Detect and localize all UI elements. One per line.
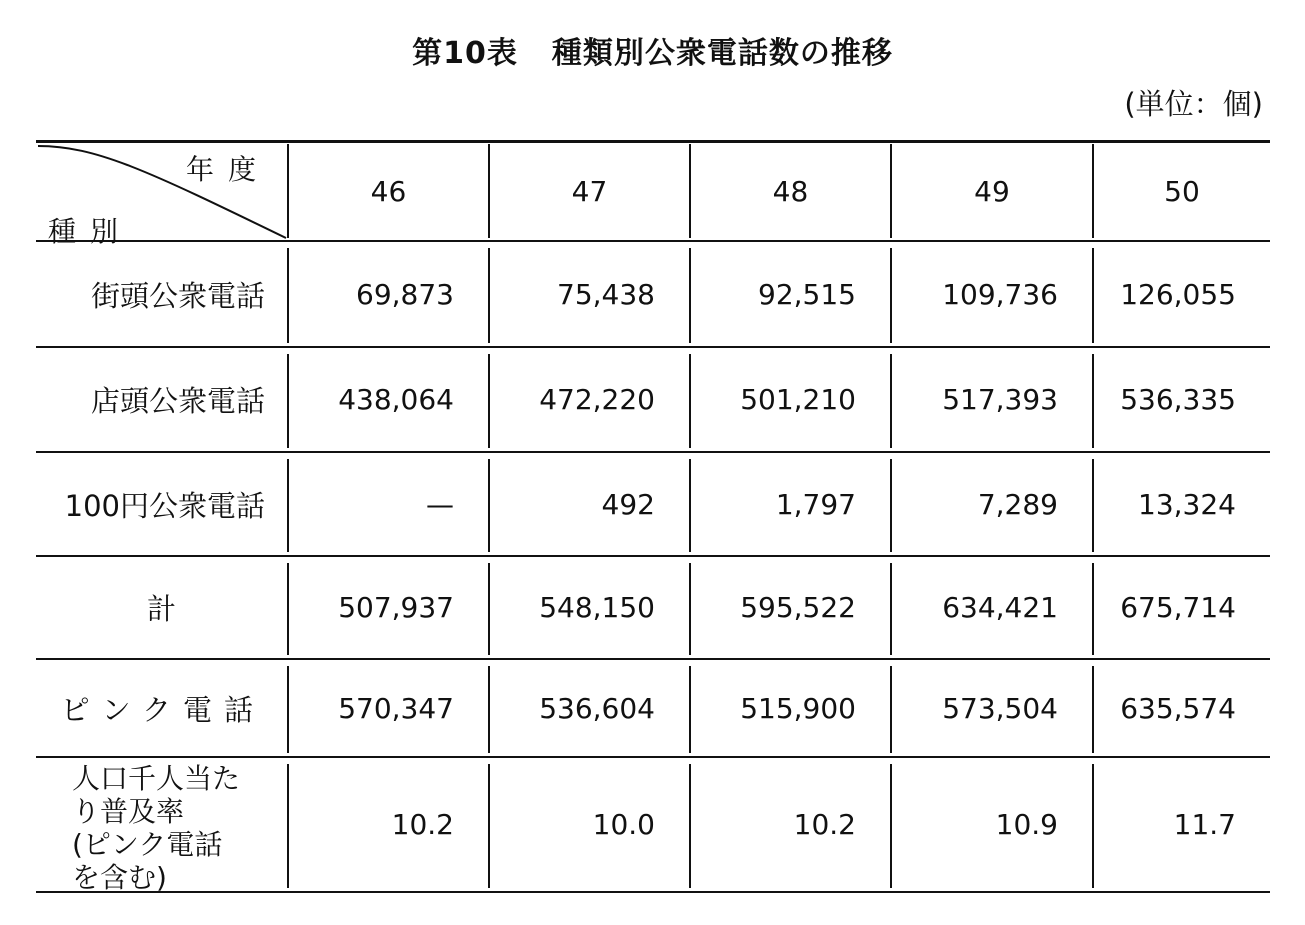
table-cell: 13,324 (1138, 487, 1236, 521)
unit-label: (単位：個) (1124, 87, 1263, 121)
corner-label-type: 種別 (48, 215, 133, 248)
table-cell: 11.7 (1173, 808, 1236, 841)
table-cell: 536,604 (539, 691, 655, 725)
table-cell: 10.2 (391, 808, 454, 841)
table-cell: 126,055 (1120, 277, 1236, 311)
row-label-line: を含む) (72, 861, 167, 894)
table-cell: 548,150 (539, 591, 655, 624)
year-header: 48 (772, 174, 809, 208)
table-cell: 92,515 (758, 277, 856, 311)
table-cell: 69,873 (356, 277, 454, 311)
table-cell: 10.9 (995, 808, 1058, 841)
table-cell: 515,900 (740, 691, 856, 725)
year-header: 49 (974, 174, 1010, 208)
row-label: 街頭公衆電話 (90, 278, 265, 313)
corner-label-year: 年度 (186, 153, 271, 186)
row-label: ピンク電話 (60, 692, 265, 727)
row-label-line: (ピンク電話 (72, 828, 223, 861)
table-cell: 438,064 (338, 383, 454, 416)
year-header: 50 (1164, 174, 1200, 208)
table-cell: 573,504 (942, 691, 1058, 725)
table-cell: 75,438 (557, 277, 655, 311)
table-title (0, 28, 1305, 72)
row-label-total: 計 (146, 592, 176, 626)
table-bottom-rule (36, 891, 1270, 893)
table-cell: 472,220 (539, 383, 655, 416)
table-cell: 7,289 (977, 487, 1058, 521)
year-header: 47 (571, 174, 608, 208)
table-title-text: 種類別公衆電話数の推移 (551, 36, 893, 71)
table-cell: 10.2 (793, 808, 856, 841)
row-label: 店頭公衆電話 (90, 384, 265, 418)
table-cell: — (426, 487, 454, 521)
table-cell: 536,335 (1120, 383, 1236, 416)
table-cell: 501,210 (740, 383, 856, 416)
row-label-line: 人口千人当た (72, 762, 241, 795)
row-label-line: り普及率 (72, 795, 185, 828)
table-cell: 635,574 (1120, 691, 1236, 725)
table-cell: 675,714 (1120, 591, 1236, 624)
table-cell: 634,421 (942, 591, 1058, 624)
table-number: 第10表 (412, 36, 518, 71)
table-cell: 507,937 (338, 591, 454, 624)
table-cell: 517,393 (942, 383, 1058, 416)
table-cell: 10.0 (592, 808, 655, 841)
table-cell: 109,736 (942, 277, 1058, 311)
table-cell: 595,522 (740, 591, 856, 624)
row-label: 100円公衆電話 (64, 488, 265, 523)
year-header: 46 (370, 174, 407, 208)
table-cell: 492 (601, 487, 655, 521)
data-table (36, 140, 1270, 893)
table-cell: 1,797 (775, 487, 856, 521)
table-cell: 570,347 (338, 691, 454, 725)
